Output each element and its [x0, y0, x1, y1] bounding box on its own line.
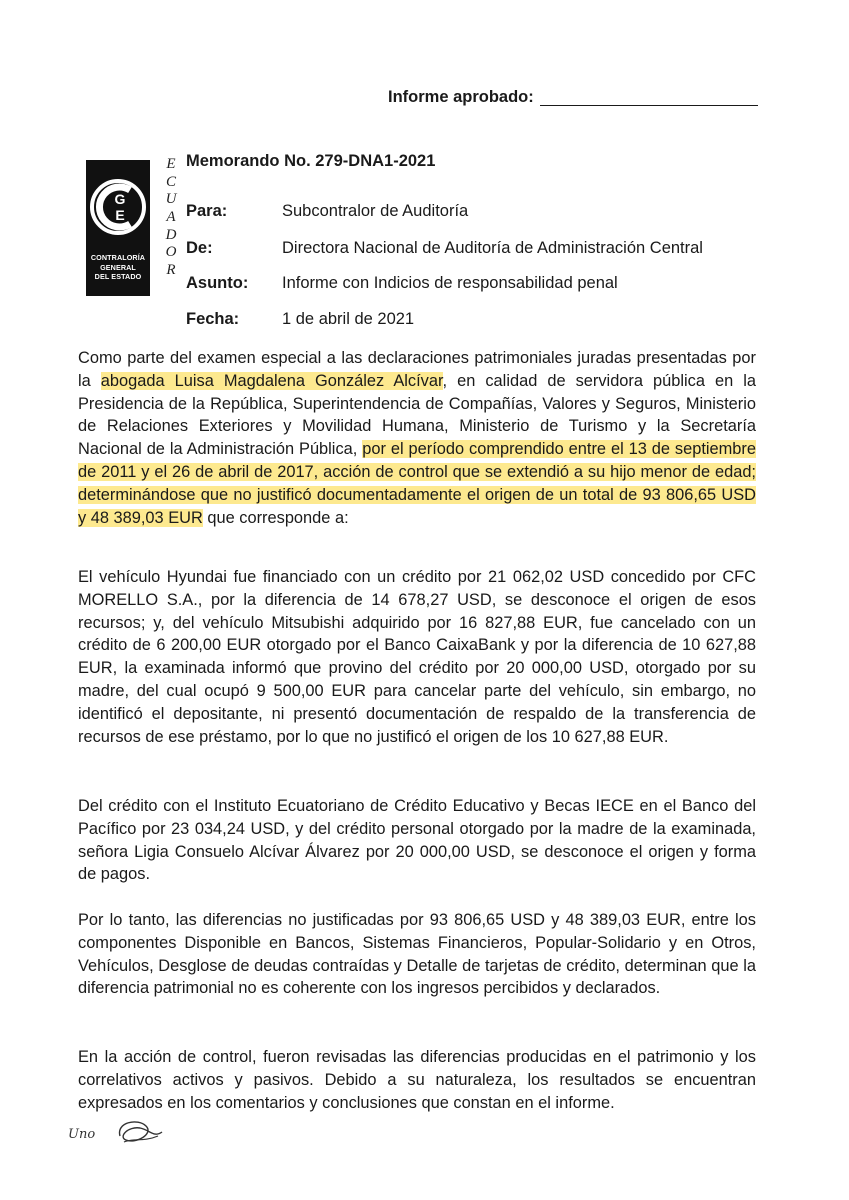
approved-signature-line — [540, 105, 758, 106]
logo-caption-line3: DEL ESTADO — [94, 272, 142, 281]
vertical-letter: O — [165, 244, 177, 261]
highlighted-period-amount: por el período comprendido entre el 13 de septiembre de 2011 y el 26 de abril de 2017, acción de control que se extendió a su hijo menor de edad; determinándose que no justificó documentadamente el origen de un total de 93 806,65 USD y 48 389,03 EUR — [78, 440, 756, 527]
paragraph-3: Del crédito con el Instituto Ecuatoriano de Crédito Educativo y Becas IECE en el Banco del Pacífico por 23 034,24 USD, y del crédito personal otorgado por la madre de la examinada, señora Ligia Consuelo Alcívar Álvarez por 20 000,00 USD, se desconoce el origen y forma de pagos. — [78, 797, 756, 884]
paragraph-4: Por lo tanto, las diferencias no justificadas por 93 806,65 USD y 48 389,03 EUR, entre los componentes Disponible en Bancos, Sistemas Financieros, Popular-Solidario y en Otros, Vehículos, Desglose de deudas contraídas y Detalle de tarjetas de crédito, determinan que la diferencia patrimonial no es coherente con los ingresos percibidos y declarados. — [78, 911, 756, 998]
logo-caption-line1: CONTRALORÍA — [90, 253, 146, 262]
asunto-label: Asunto: — [186, 274, 249, 292]
fecha-value: 1 de abril de 2021 — [282, 310, 415, 328]
vertical-letter: D — [165, 226, 177, 243]
approved-label: Informe aprobado: — [388, 88, 534, 106]
vertical-letter: E — [166, 156, 176, 172]
de-label: De: — [186, 239, 213, 257]
svg-text:E: E — [115, 207, 125, 223]
contraloria-logo — [86, 160, 150, 296]
signature-initials: Uno — [68, 1127, 96, 1142]
ecuador-vertical-text — [160, 156, 182, 280]
paragraph-2: El vehículo Hyundai fue financiado con un crédito por 21 062,02 USD concedido por CFC MORELLO S.A., por la diferencia de 14 678,27 USD, se desconoce el origen de esos recursos; y, del vehículo Mitsubishi adquirido por 16 827,88 EUR, fue cancelado con un crédito de 6 200,00 EUR otorgado por el Banco CaixaBank y por la diferencia de 10 627,88 EUR, la examinada informó que provino del crédito por 20 000,00 USD, otorgado por su madre, del cual ocupó 9 500,00 EUR para cancelar parte del vehículo, sin embargo, no identificó el depositante, ni presentó documentación de respaldo de la transferencia de recursos de ese préstamo, por lo que no justificó el origen de los 10 627,88 EUR. — [78, 568, 756, 746]
paragraph-5: En la acción de control, fueron revisadas las diferencias producidas en el patrimonio y los correlativos activos y pasivos. Debido a su naturaleza, los resultados se encuentran expresados en los comentarios y conclusiones que constan en el informe. — [78, 1048, 756, 1112]
logo-caption-line2: GENERAL — [100, 262, 136, 272]
handwritten-signature — [66, 1112, 176, 1152]
paragraph-1 — [78, 347, 756, 529]
logo-caption — [86, 253, 150, 282]
paragraph-1-text: que corresponde a: — [202, 508, 349, 527]
asunto-value: Informe con Indicios de responsabilidad penal — [282, 274, 618, 292]
fecha-label: Fecha: — [186, 310, 240, 328]
vertical-letter: R — [166, 262, 176, 279]
para-value: Subcontralor de Auditoría — [282, 202, 469, 220]
vertical-letter: C — [165, 173, 176, 190]
cge-emblem-icon — [86, 160, 150, 252]
svg-text:G: G — [114, 191, 126, 207]
vertical-letter: U — [165, 191, 177, 208]
paragraph-1-text: , en calidad de servidora pública en la Presidencia de la República, Superintendencia de Compañías, Valores y Seguros, Ministerio de Relaciones Exteriores y Movilidad Humana, Ministerio de Turismo y la Secretaría Nacional de la Administración Pública, — [78, 371, 757, 459]
approved-field — [388, 88, 758, 107]
vertical-letter: A — [166, 209, 176, 226]
de-value: Directora Nacional de Auditoría de Administración Central — [282, 239, 703, 257]
highlighted-name: abogada Luisa Magdalena González Alcívar — [100, 371, 443, 390]
paragraph-1-text: Como parte del examen especial a las declaraciones patrimoniales juradas presentadas por la — [78, 349, 756, 390]
memo-title: Memorando No. 279-DNA1-2021 — [186, 152, 436, 170]
para-label: Para: — [186, 202, 228, 220]
